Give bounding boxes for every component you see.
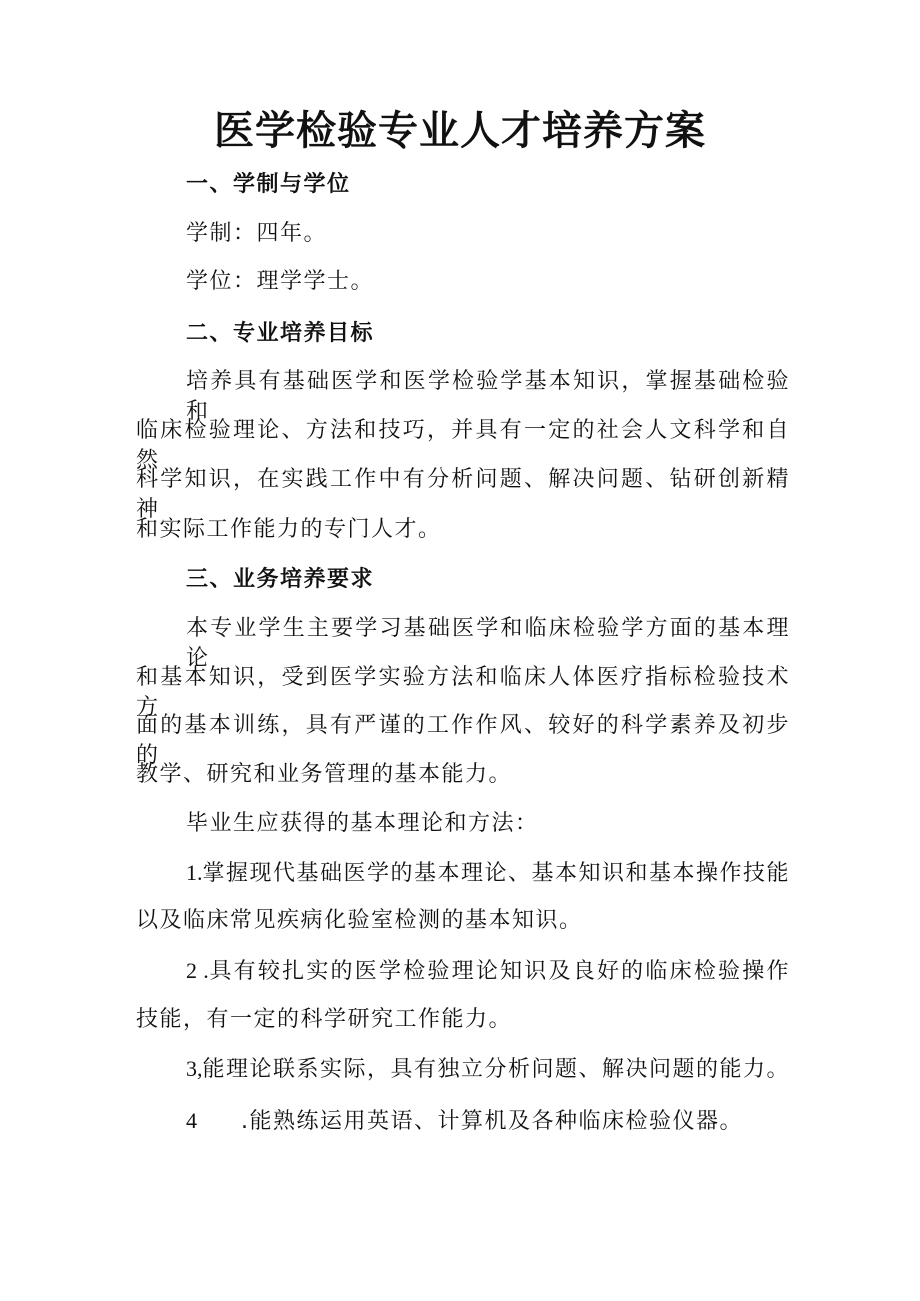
list-item-number: 4 [186, 1108, 197, 1133]
requirement-paragraph-line: 本专业学生主要学习基础医学和临床检验学方面的基本理论 [186, 616, 790, 671]
list-item-2-continuation: 技能，有一定的科学研究工作能力。 [136, 1007, 513, 1032]
list-item-text: 能理论联系实际，具有独立分析问题、解决问题的能力。 [202, 1057, 791, 1082]
list-item-text: 能熟练运用英语、计算机及各种临床检验仪器。 [249, 1109, 744, 1134]
degree-line: 学位：理学学士。 [186, 269, 375, 294]
list-item-2 [186, 956, 790, 987]
objective-paragraph-line: 临床检验理论、方法和技巧，并具有一定的社会人文科学和自然 [136, 418, 790, 473]
list-item-1-continuation: 以及临床常见疾病化验室检测的基本知识。 [136, 908, 583, 933]
section-3-heading: 三、业务培养要求 [186, 567, 375, 592]
section-1-heading: 一、学制与学位 [186, 172, 351, 197]
list-item-number: 3, [186, 1056, 203, 1081]
objective-paragraph-line: 科学知识，在实践工作中有分析问题、解决问题、钻研创新精神 [136, 467, 790, 522]
objective-paragraph-line: 和实际工作能力的专门人才。 [136, 517, 442, 542]
list-item-number: 2 . [186, 958, 209, 983]
list-item-text: 掌握现代基础医学的基本理论、基本知识和基本操作技能 [202, 861, 791, 886]
requirement-paragraph-line: 教学、研究和业务管理的基本能力。 [136, 762, 513, 787]
list-item-separator: . [241, 1109, 250, 1134]
page-title: 医学检验专业人才培养方案 [214, 108, 706, 154]
requirement-paragraph-line: 和基本知识，受到医学实验方法和临床人体医疗指标检验技术方 [136, 665, 790, 720]
abilities-intro: 毕业生应获得的基本理论和方法： [186, 811, 539, 836]
list-item-4 [186, 1106, 743, 1137]
list-item-number: 1. [186, 860, 203, 885]
requirement-paragraph-line: 面的基本训练，具有严谨的工作作风、较好的科学素养及初步的 [136, 713, 790, 768]
objective-paragraph-line: 培养具有基础医学和医学检验学基本知识，掌握基础检验和 [186, 369, 790, 424]
list-item-3 [186, 1054, 790, 1085]
duration-line: 学制：四年。 [186, 221, 328, 246]
list-item-text: 具有较扎实的医学检验理论知识及良好的临床检验操作 [208, 959, 791, 984]
list-item-1 [186, 858, 790, 889]
section-2-heading: 二、专业培养目标 [186, 321, 375, 346]
